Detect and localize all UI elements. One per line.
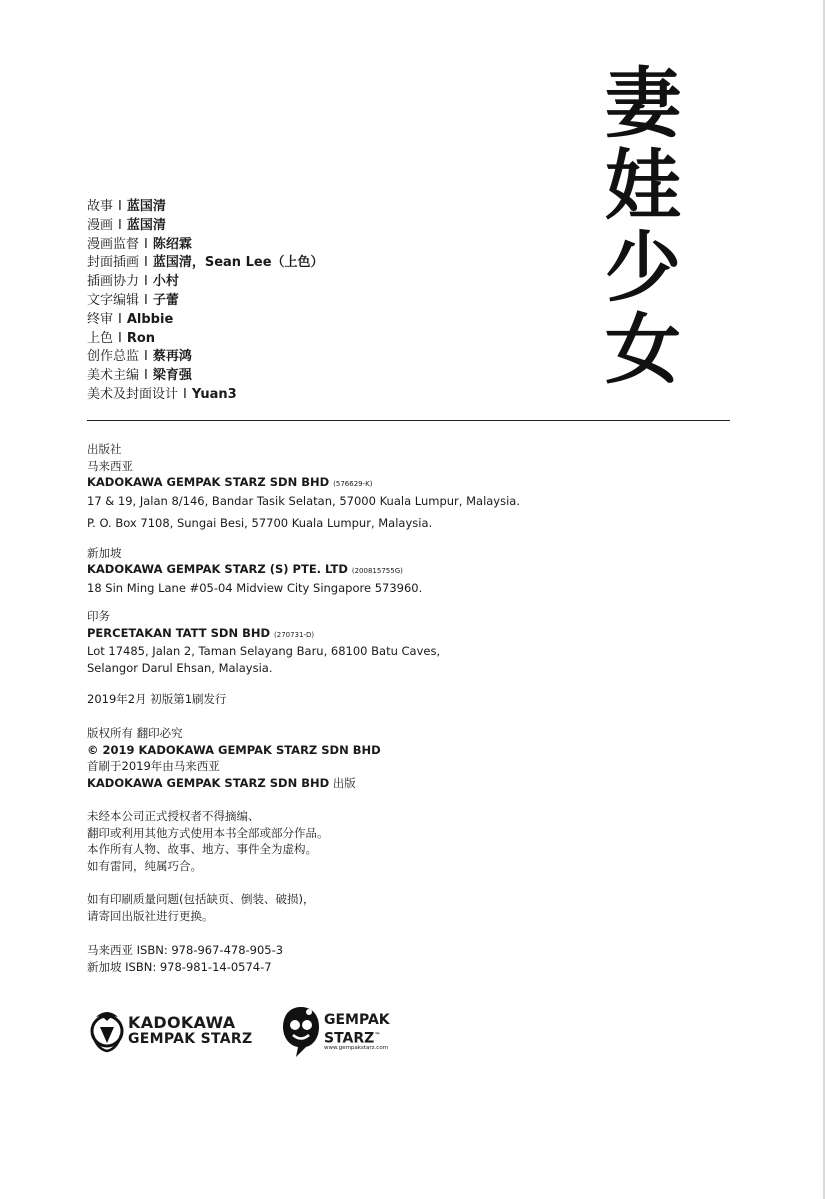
title-char: 娃 [605,141,681,230]
gempak-starz-logo [280,1005,410,1059]
mascot-head-icon [280,1005,322,1059]
kadokawa-wordmark: KADOKAWA GEMPAK STARZ [128,1013,253,1047]
credit-row: 美术及封面设计 I Yuan3 [87,386,237,402]
printer-address: Lot 17485, Jalan 2, Taman Selayang Baru, 68100 Batu Caves, [87,644,441,658]
singapore-address: 18 Sin Ming Lane #05-04 Midview City Singapore 573960. [87,580,423,595]
isbn-malaysia: 马来西亚 ISBN: 978-967-478-905-3 [87,943,284,957]
credit-row: 终审 I Albbie [87,311,174,327]
notice-line: 本作所有人物、故事、地方、事件全为虚构。 [87,842,317,856]
vertical-title [602,59,684,394]
copyright-line: 版权所有 翻印必究 [87,726,183,740]
copyright-line: 首刷于2019年由马来西亚 [87,759,220,773]
malaysia-company: KADOKAWA GEMPAK STARZ SDN BHD (576629-K) [87,475,373,489]
singapore-label: 新加坡 [87,545,122,560]
printer-company: PERCETAKAN TATT SDN BHD (270731-D) [87,625,315,640]
printer-heading: 印务 [87,609,110,623]
copyright-line: KADOKAWA GEMPAK STARZ SDN BHD 出版 [87,775,356,790]
title-char: 妻 [605,59,681,148]
publisher-block [87,441,520,596]
credit-row: 美术主编 I 梁育强 [87,368,192,384]
credit-row: 创作总监 I 蔡再鸿 [87,349,192,365]
credit-row: 故事 I 蓝国清 [87,199,166,214]
malaysia-address: 17 & 19, Jalan 8/146, Bandar Tasik Selatan, 57000 Kuala Lumpur, Malaysia. [87,493,521,508]
publisher-heading: 出版社 [87,442,122,456]
copyright-line: © 2019 KADOKAWA GEMPAK STARZ SDN BHD [87,742,381,757]
credits-list [87,198,324,405]
gempak-wordmark: GEMPAK STARZ™ [324,1012,390,1047]
credit-row: 漫画 I 蓝国清 [87,217,166,233]
printer-block [87,608,440,676]
malaysia-label: 马来西亚 [87,458,133,473]
title-char: 女 [605,305,681,394]
notice-line: 未经本公司正式授权者不得摘编、 [87,809,260,823]
printer-address: Selangor Darul Ehsan, Malaysia. [87,660,273,675]
defects-notice [87,891,314,924]
rights-notice [87,808,329,874]
phoenix-emblem-icon [88,1005,126,1053]
isbn-block [87,942,283,975]
defects-line: 请寄回出版社进行更换。 [87,908,214,923]
credit-row: 文字编辑 I 子蕾 [87,292,179,308]
copyright-block [87,725,381,791]
section-divider [87,420,730,421]
kadokawa-logo [88,1005,258,1053]
malaysia-po-box: P. O. Box 7108, Sungai Besi, 57700 Kuala Lumpur, Malaysia. [87,516,433,530]
notice-line: 翻印或利用其他方式使用本书全部或部分作品。 [87,825,329,840]
title-char: 少 [605,223,681,312]
edition-line: 2019年2月 初版第1刷发行 [87,692,227,706]
credit-row: 上色 I Ron [87,330,156,346]
notice-line: 如有雷同，纯属巧合。 [87,858,202,873]
credit-row: 插画协力 I 小村 [87,274,179,290]
singapore-company: KADOKAWA GEMPAK STARZ (S) PTE. LTD (200815755G) [87,562,403,576]
isbn-singapore: 新加坡 ISBN: 978-981-14-0574-7 [87,959,272,974]
credit-row: 封面插画 I 蓝国清，Sean Lee（上色） [87,255,324,271]
gempak-url: www.gempakstarz.com [324,1045,389,1051]
credit-row: 漫画监督 I 陈绍霖 [87,236,192,252]
defects-line: 如有印刷质量问题(包括缺页、倒装、破损)， [87,892,315,906]
